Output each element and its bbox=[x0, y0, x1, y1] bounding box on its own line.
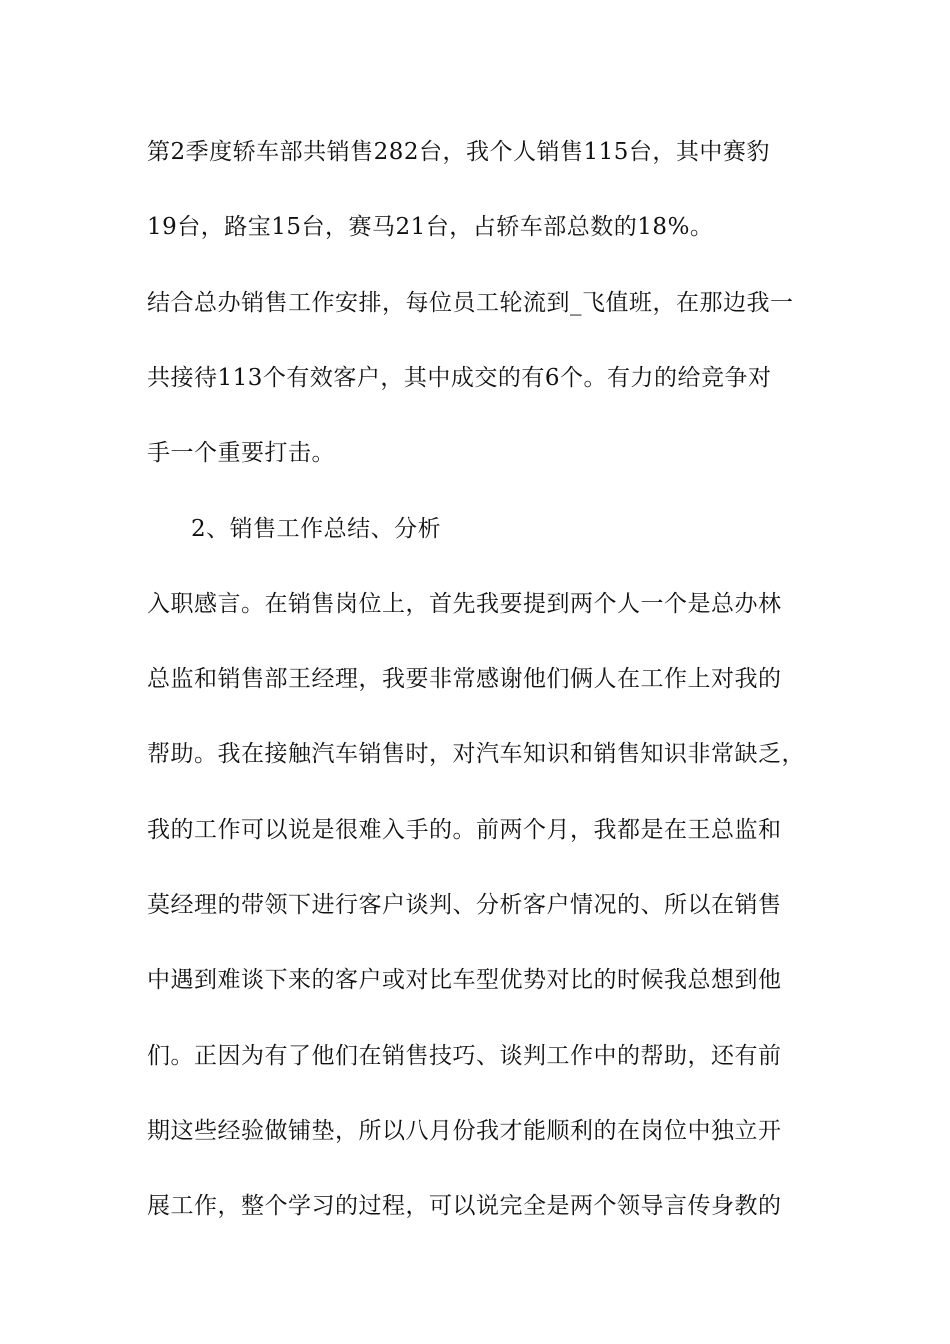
paragraph-line: 帮助。我在接触汽车销售时，对汽车知识和销售知识非常缺乏， bbox=[147, 741, 805, 767]
paragraph-line: 我的工作可以说是很难入手的。前两个月，我都是在王总监和 bbox=[147, 817, 782, 843]
paragraph-line: 们。正因为有了他们在销售技巧、谈判工作中的帮助，还有前 bbox=[147, 1043, 782, 1069]
paragraph-line: 期这些经验做铺垫，所以八月份我才能顺利的在岗位中独立开 bbox=[147, 1118, 782, 1144]
paragraph-line: 共接待113个有效客户，其中成交的有6个。有力的给竞争对 bbox=[147, 365, 772, 391]
paragraph-line: 莫经理的带领下进行客户谈判、分析客户情况的、所以在销售 bbox=[147, 892, 782, 918]
paragraph-line: 中遇到难谈下来的客户或对比车型优势对比的时候我总想到他 bbox=[147, 967, 782, 993]
paragraph-line: 展工作，整个学习的过程，可以说完全是两个领导言传身教的 bbox=[147, 1193, 782, 1219]
paragraph-line: 手一个重要打击。 bbox=[147, 440, 335, 466]
paragraph-line: 结合总办销售工作安排，每位员工轮流到_飞值班，在那边我一 bbox=[147, 290, 794, 316]
paragraph-line: 入职感言。在销售岗位上，首先我要提到两个人一个是总办林 bbox=[147, 591, 782, 617]
section-heading: 2、销售工作总结、分析 bbox=[191, 516, 442, 542]
paragraph-line: 19台，路宝15台，赛马21台，占轿车部总数的18%。 bbox=[147, 214, 714, 240]
paragraph-line: 第2季度轿车部共销售282台，我个人销售115台，其中赛豹 bbox=[147, 139, 770, 165]
paragraph-line: 总监和销售部王经理，我要非常感谢他们俩人在工作上对我的 bbox=[147, 666, 782, 692]
